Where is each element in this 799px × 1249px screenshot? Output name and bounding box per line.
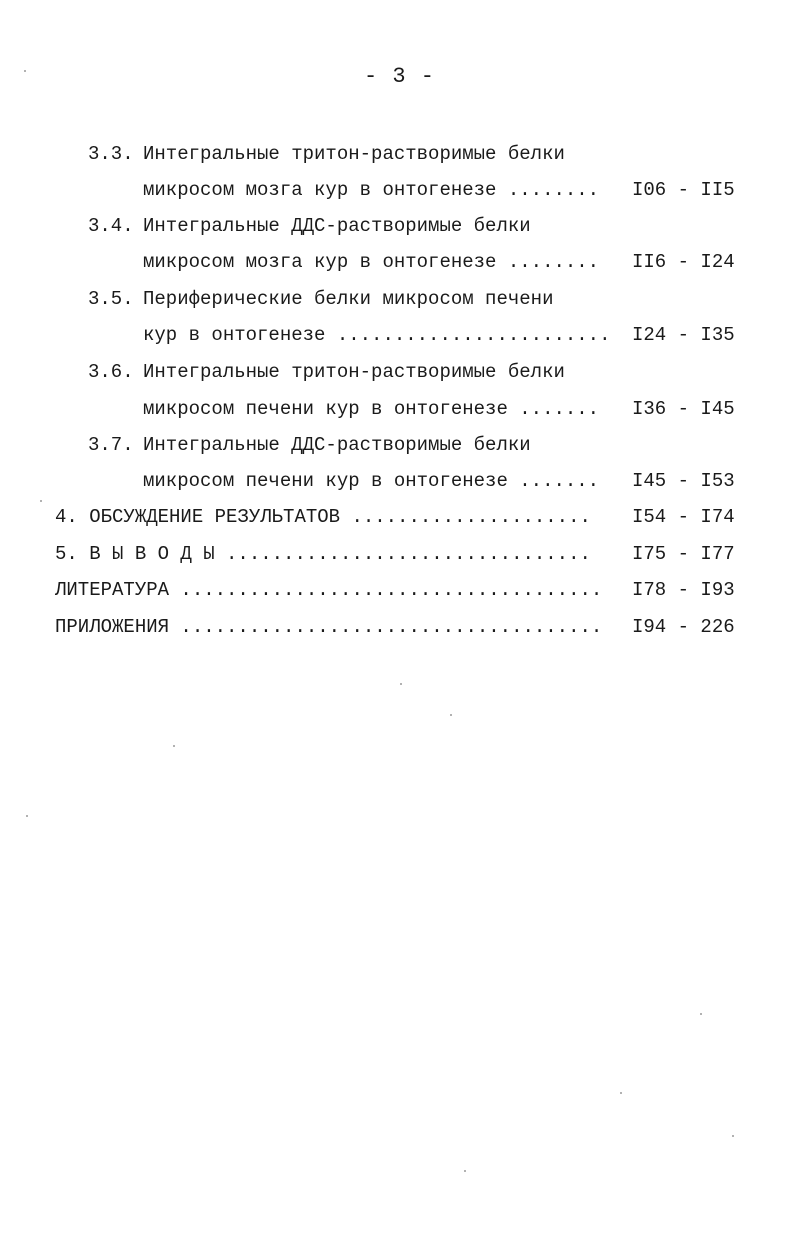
- entry-number: 3.6.: [88, 361, 134, 383]
- section-pages: I78 - I93: [632, 579, 735, 601]
- entry-title-line2: микросом мозга кур в онтогенезе ........: [143, 179, 600, 201]
- entry-title-line1: Периферические белки микросом печени: [143, 288, 554, 310]
- entry-title-line1: Интегральные тритон-растворимые белки: [143, 143, 565, 165]
- scan-speck: [400, 683, 402, 685]
- section-pages: I75 - I77: [632, 543, 735, 565]
- section-pages: I54 - I74: [632, 506, 735, 528]
- entry-number: 3.3.: [88, 143, 134, 165]
- section-label: ЛИТЕРАТУРА .....................................: [55, 579, 603, 601]
- section-pages: I94 - 226: [632, 616, 735, 638]
- scan-speck: [173, 745, 175, 747]
- entry-title-line1: Интегральные ДДС-растворимые белки: [143, 434, 531, 456]
- entry-title-line2: микросом печени кур в онтогенезе .......: [143, 398, 600, 420]
- entry-pages: I06 - II5: [632, 179, 735, 201]
- entry-pages: I36 - I45: [632, 398, 735, 420]
- scan-speck: [732, 1135, 734, 1137]
- entry-number: 3.7.: [88, 434, 134, 456]
- entry-number: 3.5.: [88, 288, 134, 310]
- entry-number: 3.4.: [88, 215, 134, 237]
- entry-title-line1: Интегральные ДДС-растворимые белки: [143, 215, 531, 237]
- entry-pages: I24 - I35: [632, 324, 735, 346]
- section-label: 4. ОБСУЖДЕНИЕ РЕЗУЛЬТАТОВ .....................: [55, 506, 591, 528]
- entry-title-line2: микросом печени кур в онтогенезе .......: [143, 470, 600, 492]
- scan-speck: [26, 815, 28, 817]
- scan-speck: [40, 500, 42, 502]
- entry-pages: II6 - I24: [632, 251, 735, 273]
- scan-speck: [700, 1013, 702, 1015]
- scan-speck: [450, 714, 452, 716]
- scan-speck: [464, 1170, 466, 1172]
- section-label: 5. В Ы В О Д Ы ................................: [55, 543, 591, 565]
- entry-title-line2: кур в онтогенезе ........................: [143, 324, 611, 346]
- entry-title-line1: Интегральные тритон-растворимые белки: [143, 361, 565, 383]
- page-number: - 3 -: [363, 64, 435, 89]
- scan-speck: [24, 70, 26, 72]
- scan-speck: [620, 1092, 622, 1094]
- entry-pages: I45 - I53: [632, 470, 735, 492]
- section-label: ПРИЛОЖЕНИЯ .....................................: [55, 616, 603, 638]
- entry-title-line2: микросом мозга кур в онтогенезе ........: [143, 251, 600, 273]
